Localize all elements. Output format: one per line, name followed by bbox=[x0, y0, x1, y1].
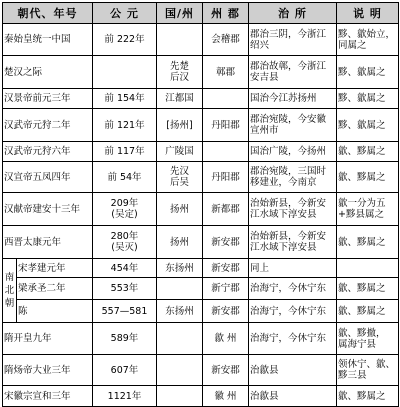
note-cell bbox=[337, 89, 399, 109]
zhisuo-cell bbox=[249, 56, 337, 89]
jun-cell: 新宁郡 bbox=[203, 278, 249, 300]
jun-cell: 歙 州 bbox=[203, 323, 249, 355]
note-cell bbox=[337, 162, 399, 193]
era-cell: 汉武帝元狩二年 bbox=[3, 109, 93, 142]
zhisuo-cell bbox=[249, 24, 337, 56]
guo-cell-line: 后汉 bbox=[169, 72, 189, 83]
note-cell-line: 黟、歙属之 bbox=[338, 119, 386, 131]
era-cell: 隋炀帝大业三年 bbox=[3, 355, 93, 386]
guo-cell bbox=[157, 162, 203, 193]
guo-cell: 扬州 bbox=[157, 226, 203, 259]
year-cell: 前 154年 bbox=[93, 89, 157, 109]
note-cell-line: 歙、黟属之 bbox=[338, 305, 386, 317]
jun-cell: 丹阳郡 bbox=[203, 109, 249, 142]
guo-cell-line: 后吴 bbox=[169, 177, 189, 188]
guo-cell: [扬州] bbox=[157, 109, 203, 142]
table-row bbox=[3, 109, 399, 142]
table-row bbox=[3, 193, 399, 226]
note-cell-line: 同属之 bbox=[338, 39, 367, 51]
jun-cell bbox=[203, 89, 249, 109]
note-cell-line: 领休宁、歙、 bbox=[338, 359, 396, 370]
jun-cell: 徽 州 bbox=[203, 386, 249, 407]
south-north-label-char: 北 bbox=[4, 285, 15, 296]
header-guo: 国/州 bbox=[157, 3, 203, 24]
year-cell bbox=[93, 193, 157, 226]
era-cell: 陈 bbox=[17, 300, 93, 323]
year-cell: 553年 bbox=[93, 278, 157, 300]
zhisuo-cell bbox=[249, 89, 337, 109]
jun-cell: 会稽郡 bbox=[203, 24, 249, 56]
note-cell bbox=[337, 24, 399, 56]
jun-cell: 新都郡 bbox=[203, 193, 249, 226]
year-cell-line: (吴灭) bbox=[111, 242, 138, 253]
era-cell: 宋孝建元年 bbox=[17, 259, 93, 278]
note-cell-line: 黟、歙始立， bbox=[338, 28, 396, 40]
note-cell-line: 属海宁县 bbox=[338, 338, 377, 350]
year-cell: 前 121年 bbox=[93, 109, 157, 142]
guo-cell: 东扬州 bbox=[157, 300, 203, 323]
note-cell-line: 歙一分为五 bbox=[338, 198, 386, 209]
zhisuo-cell-line: 治始新县，今新安 bbox=[250, 231, 327, 242]
table-row bbox=[3, 386, 399, 407]
jun-cell: 新安郡 bbox=[203, 226, 249, 259]
zhisuo-cell bbox=[249, 193, 337, 226]
era-cell: 秦始皇统一中国 bbox=[3, 24, 93, 56]
note-cell bbox=[337, 278, 399, 300]
guo-cell-line: 先楚 bbox=[169, 61, 189, 72]
zhisuo-cell-line: 治海宁，今休宁东 bbox=[250, 305, 327, 317]
south-north-label-char: 南 bbox=[4, 272, 15, 283]
table-row bbox=[3, 323, 399, 355]
zhisuo-cell bbox=[249, 386, 337, 407]
header-year: 公 元 bbox=[93, 3, 157, 24]
zhisuo-cell bbox=[249, 300, 337, 323]
zhisuo-cell-line: 郡治宛陵，三国时 bbox=[250, 166, 327, 177]
year-cell: 454年 bbox=[93, 259, 157, 278]
year-cell: 前 222年 bbox=[93, 24, 157, 56]
note-cell-line: 歙、黟属之 bbox=[338, 171, 386, 183]
note-cell-line: 歙、黟属之 bbox=[338, 146, 386, 157]
era-cell: 隋开皇九年 bbox=[3, 323, 93, 355]
note-cell-line: 歙、黟属之 bbox=[338, 283, 386, 294]
zhisuo-cell-line: 治始新县，今新安 bbox=[250, 198, 327, 209]
zhisuo-cell-line: 安吉县 bbox=[250, 72, 279, 83]
zhisuo-cell-line: 治歙县 bbox=[250, 364, 279, 376]
zhisuo-cell bbox=[249, 226, 337, 259]
jun-cell: 新安郡 bbox=[203, 300, 249, 323]
table-row bbox=[3, 89, 399, 109]
zhisuo-cell bbox=[249, 278, 337, 300]
header-zhisuo: 治 所 bbox=[249, 3, 337, 24]
zhisuo-cell-line: 同上 bbox=[250, 262, 270, 274]
table-row bbox=[3, 355, 399, 386]
era-cell: 宋徽宗宣和三年 bbox=[3, 386, 93, 407]
year-cell-line: 209年 bbox=[110, 198, 139, 209]
note-cell-line: 黟三县 bbox=[338, 370, 367, 381]
zhisuo-cell-line: 国治今江苏扬州 bbox=[250, 93, 317, 104]
jun-cell: 新安郡 bbox=[203, 259, 249, 278]
year-cell-line: 280年 bbox=[110, 231, 139, 242]
zhisuo-cell bbox=[249, 142, 337, 162]
era-cell: 梁承圣二年 bbox=[17, 278, 93, 300]
year-cell bbox=[93, 56, 157, 89]
header-row bbox=[3, 3, 399, 24]
note-cell bbox=[337, 226, 399, 259]
zhisuo-cell-line: 郡治宛陵，今安徽 bbox=[250, 114, 327, 125]
jun-cell: 鄣郡 bbox=[203, 56, 249, 89]
south-north-dynasty-label bbox=[3, 259, 17, 323]
note-cell bbox=[337, 259, 399, 278]
guo-cell: 广陵国 bbox=[157, 142, 203, 162]
guo-cell bbox=[157, 56, 203, 89]
zhisuo-cell-line: 治海宁，今休宁东 bbox=[250, 283, 327, 294]
guo-cell-line: 先汉 bbox=[169, 166, 189, 177]
zhisuo-cell bbox=[249, 323, 337, 355]
year-cell-line: (吴定) bbox=[111, 209, 138, 220]
era-cell: 汉武帝元狩六年 bbox=[3, 142, 93, 162]
note-cell bbox=[337, 355, 399, 386]
zhisuo-cell bbox=[249, 355, 337, 386]
table-row bbox=[3, 300, 399, 323]
year-cell: 1121年 bbox=[93, 386, 157, 407]
table-row bbox=[3, 162, 399, 193]
note-cell bbox=[337, 300, 399, 323]
era-cell: 汉景帝前元三年 bbox=[3, 89, 93, 109]
guo-cell: 扬州 bbox=[157, 193, 203, 226]
zhisuo-cell bbox=[249, 109, 337, 142]
year-cell: 589年 bbox=[93, 323, 157, 355]
zhisuo-cell-line: 宣州市 bbox=[250, 125, 279, 136]
zhisuo-cell-line: 治海宁，今休宁东 bbox=[250, 333, 327, 344]
history-table-wrapper bbox=[2, 2, 399, 407]
table-row bbox=[3, 259, 399, 278]
zhisuo-cell-line: 治歙县 bbox=[250, 390, 279, 402]
table-row bbox=[3, 24, 399, 56]
jun-cell: 新安郡 bbox=[203, 355, 249, 386]
guo-cell bbox=[157, 323, 203, 355]
zhisuo-cell-line: 国治广陵，今扬州 bbox=[250, 146, 327, 157]
note-cell bbox=[337, 142, 399, 162]
guo-cell bbox=[157, 24, 203, 56]
zhisuo-cell-line: 江水域下淳安县 bbox=[250, 209, 317, 220]
table-row bbox=[3, 278, 399, 300]
note-cell bbox=[337, 193, 399, 226]
table-row bbox=[3, 56, 399, 89]
note-cell-line: +黟县属之 bbox=[338, 209, 384, 220]
guo-cell bbox=[157, 386, 203, 407]
guo-cell bbox=[157, 278, 203, 300]
note-cell bbox=[337, 386, 399, 407]
era-cell: 楚汉之际 bbox=[3, 56, 93, 89]
note-cell bbox=[337, 109, 399, 142]
year-cell: 前 54年 bbox=[93, 162, 157, 193]
era-cell: 西晋太康元年 bbox=[3, 226, 93, 259]
era-cell: 汉献帝建安十三年 bbox=[3, 193, 93, 226]
table-row bbox=[3, 142, 399, 162]
note-cell bbox=[337, 323, 399, 355]
note-cell-line: 歙、黟属之 bbox=[338, 390, 386, 402]
zhisuo-cell bbox=[249, 162, 337, 193]
year-cell: 557—581 bbox=[93, 300, 157, 323]
note-cell-line: 黟、歙属之 bbox=[338, 66, 386, 78]
guo-cell bbox=[157, 355, 203, 386]
jun-cell bbox=[203, 142, 249, 162]
guo-cell: 江都国 bbox=[157, 89, 203, 109]
south-north-label-char: 朝 bbox=[4, 298, 15, 309]
zhisuo-cell-line: 郡治三阴，今浙江 bbox=[250, 28, 327, 40]
zhisuo-cell-line: 郡治故鄣，今浙江 bbox=[250, 61, 327, 72]
zhisuo-cell-line: 江水域下淳安县 bbox=[250, 242, 317, 253]
year-cell: 607年 bbox=[93, 355, 157, 386]
header-note: 说 明 bbox=[337, 3, 399, 24]
zhisuo-cell bbox=[249, 259, 337, 278]
zhisuo-cell-line: 移建业，今南京 bbox=[250, 177, 317, 188]
guo-cell: 东扬州 bbox=[157, 259, 203, 278]
note-cell-line: 黟、歙属之 bbox=[338, 93, 386, 104]
note-cell-line: 歙、黟属之 bbox=[338, 236, 386, 248]
header-era: 朝代、年号 bbox=[3, 3, 93, 24]
note-cell-line: 歙、黟撤， bbox=[338, 327, 386, 339]
year-cell: 前 117年 bbox=[93, 142, 157, 162]
zhisuo-cell-line: 绍兴 bbox=[250, 39, 270, 51]
jun-cell: 丹阳郡 bbox=[203, 162, 249, 193]
table-row bbox=[3, 226, 399, 259]
note-cell bbox=[337, 56, 399, 89]
era-cell: 汉宣帝五凤四年 bbox=[3, 162, 93, 193]
history-table bbox=[2, 2, 399, 407]
header-jun: 州 郡 bbox=[203, 3, 249, 24]
year-cell bbox=[93, 226, 157, 259]
